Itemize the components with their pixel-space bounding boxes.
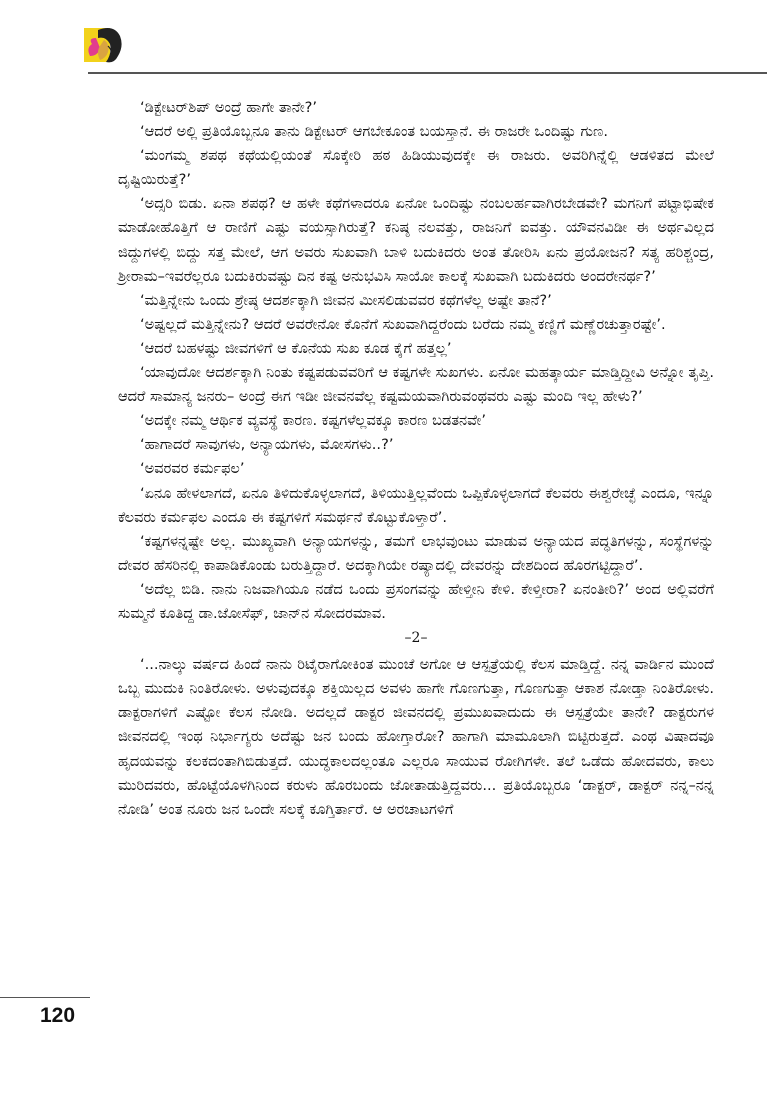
paragraph: ‘...ನಾಲ್ಕು ವರ್ಷದ ಹಿಂದೆ ನಾನು ರಿಟೈರಾಗೋಕಿಂತ ಮುಂಚೆ ಅಗೋ ಆ ಆಸ್ಪತ್ರೆಯಲ್ಲಿ ಕೆಲಸ ಮಾಡ್ತಿದ್ದೆ. ನನ್ನ ವಾರ್ಡಿನ ಮುಂದೆ ಒಬ್ಬ ಮುದುಕಿ ನಿಂತಿರೋಳು. ಅಳುವುದಕ್ಕೂ ಶಕ್ತಿಯಿಲ್ಲದ ಅವಳು ಹಾಗೇ ಗೊಣಗುತ್ತಾ, ಗೊಣಗುತ್ತಾ ಆಕಾಶ ನೋಡ್ತಾ ನಿಂತಿರೋಳು. ಡಾಕ್ಟರಾಗಳಿಗೆ ಎಷ್ಟೋ ಕೆಲಸ ನೋಡಿ. ಅದಲ್ಲದೆ ಡಾಕ್ಟರ ಜೀವನದಲ್ಲಿ ಪ್ರಮುಖವಾದುದು ಈ ಆಸ್ಪತ್ರೆಯೇ ತಾನೇ? ಡಾಕ್ಟರುಗಳ ಜೀವನದಲ್ಲಿ ಇಂಥ ನಿರ್ಭಾಗ್ಯರು ಅದೆಷ್ಟು ಜನ ಬಂದು ಹೋಗ್ತಾರೋ? ಹಾಗಾಗಿ ಮಾಮೂಲಾಗಿ ಬಿಟ್ಟಿರುತ್ತದೆ. ಎಂಥ ವಿಷಾದವೂ ಹೃದಯವನ್ನು ಕಲಕದಂತಾಗಿಬಿಡುತ್ತದೆ. ಯುದ್ಧಕಾಲದಲ್ಲಂತೂ ಎಲ್ಲರೂ ಸಾಯುವ ರೋಗಿಗಳೇ. ತಲೆ ಒಡೆದು ಹೋದವರು, ಕಾಲು ಮುರಿದವರು, ಹೊಟ್ಟೆಯೊಳಗಿನಿಂದ ಕರುಳು ಹೊರಬಂದು ಜೋತಾಡುತ್ತಿದ್ದವರು... ಪ್ರತಿಯೊಬ್ಬರೂ ‘ಡಾಕ್ಟರ್, ಡಾಕ್ಟರ್ ನನ್ನ–ನನ್ನ ನೋಡಿ’ ಅಂತ ನೂರು ಜನ ಒಂದೇ ಸಲಕ್ಕೆ ಕೂಗ್ತಿರ್ತಾರೆ. ಆ ಅರಚಾಟಗಳಿಗೆ xyxy=(118,656,714,818)
paragraph: ‘ಅದಕ್ಕೇ ನಮ್ಮ ಆರ್ಥಿಕ ವ್ಯವಸ್ಥೆ ಕಾರಣ. ಕಷ್ಟಗಳೆಲ್ಲವಕ್ಕೂ ಕಾರಣ ಬಡತನವೇ’ xyxy=(140,412,486,430)
paragraph: ‘ಅವರವರ ಕರ್ಮಫಲ’ xyxy=(140,460,245,478)
paragraph: ‘ಅದೆಲ್ಲ ಬಿಡಿ. ನಾನು ನಿಜವಾಗಿಯೂ ನಡೆದ ಒಂದು ಪ್ರಸಂಗವನ್ನು ಹೇಳ್ತೀನಿ ಕೇಳಿ. ಕೇಳ್ತೀರಾ? ಏನಂತೀರಿ?’ ಅಂದ ಅಲ್ಲಿವರೆಗೆ ಸುಮ್ಮನೆ ಕೂತಿದ್ದ ಡಾ.ಜೋಸೆಫ್, ಜಾನ್‌ನ ಸೋದರಮಾವ. xyxy=(118,580,714,622)
paragraph: ‘ಆದರೆ ಅಲ್ಲಿ ಪ್ರತಿಯೊಬ್ಬನೂ ತಾನು ಡಿಕ್ಟೇಟರ್ ಆಗಬೇಕೂಂತ ಬಯಸ್ತಾನೆ. ಈ ರಾಜರೇ ಒಂದಿಷ್ಟು ಗುಣ. xyxy=(140,123,609,141)
page-number: 120 xyxy=(40,1004,76,1027)
paragraph: ‘ಡಿಕ್ಟೇಟರ್‌ಶಿಪ್ ಅಂದ್ರೆ ಹಾಗೇ ತಾನೇ?’ xyxy=(140,99,318,116)
paragraph: ‘ಅದ್ಸರಿ ಬಿಡು. ಏನಾ ಶಪಥ? ಆ ಹಳೇ ಕಥೆಗಳಾದರೂ ಏನೋ ಒಂದಿಷ್ಟು ನಂಬಲರ್ಹವಾಗಿರಬೇಡವೇ? ಮಗನಿಗೆ ಪಟ್ಟಾಭಿಷೇಕ ಮಾಡೋಹೊತ್ತಿಗೆ ಆ ರಾಣಿಗೆ ಎಷ್ಟು ವಯಸ್ಸಾಗಿರುತ್ತೆ? ಕನಿಷ್ಠ ನಲವತ್ತು, ರಾಜನಿಗೆ ಐವತ್ತು. ಯೌವನವಿಡೀ ಈ ಅರ್ಥವಿಲ್ಲದ ಜಿದ್ದುಗಳಲ್ಲಿ ಬಿದ್ದು ಸತ್ತ ಮೇಲೆ, ಆಗ ಅವರು ಸುಖವಾಗಿ ಬಾಳಿ ಬದುಕಿದರು ಅಂತ ತೋರಿಸಿ ಏನು ಪ್ರಯೋಜನ? ಸತ್ಯ ಹರಿಶ್ಚಂದ್ರ, ಶ್ರೀರಾಮ–ಇವರೆಲ್ಲರೂ ಬದುಕಿರುವಷ್ಟು ದಿನ ಕಷ್ಟ ಅನುಭವಿಸಿ ಸಾಯೋ ಕಾಲಕ್ಕೆ ಸುಖವಾಗಿ ಬದುಕಿದರು ಅಂದರೇನರ್ಥ?’ xyxy=(118,195,714,285)
header-divider xyxy=(88,72,767,74)
page-body xyxy=(118,96,714,822)
footer-divider xyxy=(0,997,90,998)
paragraph: ‘ಹಾಗಾದರೆ ಸಾವುಗಳು, ಅನ್ಯಾಯಗಳು, ಮೋಸಗಳು..?’ xyxy=(140,436,394,454)
paragraph: ‘ಕಷ್ಟಗಳನ್ನಷ್ಟೇ ಅಲ್ಲ. ಮುಖ್ಯವಾಗಿ ಅನ್ಯಾಯಗಳನ್ನು, ತಮಗೆ ಲಾಭವುಂಟು ಮಾಡುವ ಅನ್ಯಾಯದ ಪದ್ಧತಿಗಳನ್ನು, ಸಂಸ್ಥೆಗಳನ್ನು ದೇವರ ಹೆಸರಿನಲ್ಲಿ ಕಾಪಾಡಿಕೊಂಡು ಬರುತ್ತಿದ್ದಾರೆ. ಅದಕ್ಕಾಗಿಯೇ ರಷ್ಯಾದಲ್ಲಿ ದೇವರನ್ನು ದೇಶದಿಂದ ಹೊರಗಟ್ಟಿದ್ದಾರೆ’. xyxy=(118,532,714,574)
paragraph: ‘ಅಷ್ಟಲ್ಲದೆ ಮತ್ತಿನ್ನೇನು? ಆದರೆ ಅವರೇನೋ ಕೊನೆಗೆ ಸುಖವಾಗಿದ್ದರೆಂದು ಬರೆದು ನಮ್ಮ ಕಣ್ಣಿಗೆ ಮಣ್ಣೆರಚುತ್ತಾರಷ್ಟೇ’. xyxy=(140,315,666,333)
section-number: –2– xyxy=(404,630,428,647)
paragraph: ‘ಮಂಗಮ್ಮ ಶಪಥ ಕಥೆಯಲ್ಲಿಯಂತೆ ಸೊಕ್ಕೇರಿ ಹಠ ಹಿಡಿಯುವುದಕ್ಕೇ ಈ ರಾಜರು. ಅವರಿಗಿನ್ನೆಲ್ಲಿ ಆಡಳಿತದ ಮೇಲೆ ದೃಷ್ಟಿಯಿರುತ್ತೆ?’ xyxy=(118,147,714,189)
paragraph: ‘ಏನೂ ಹೇಳಲಾಗದೆ, ಏನೂ ತಿಳಿದುಕೊಳ್ಳಲಾಗದೆ, ತಿಳಿಯುತ್ತಿಲ್ಲವೆಂದು ಒಪ್ಪಿಕೊಳ್ಳಲಾಗದೆ ಕೆಲವರು ಈಶ್ವರೇಚ್ಛೆ ಎಂದೂ, ಇನ್ನೂ ಕೆಲವರು ಕರ್ಮಫಲ ಎಂದೂ ಈ ಕಷ್ಟಗಳಿಗೆ ಸಮರ್ಥನೆ ಕೊಟ್ಟುಕೊಳ್ತಾರೆ’. xyxy=(118,484,714,526)
paragraph: ‘ಮತ್ತಿನ್ನೇನು ಒಂದು ಶ್ರೇಷ್ಠ ಆದರ್ಶಕ್ಕಾಗಿ ಜೀವನ ಮೀಸಲಿಡುವವರ ಕಥೆಗಳೆಲ್ಲ ಅಷ್ಟೇ ತಾನೆ?’ xyxy=(140,291,552,309)
face-portrait-logo-icon xyxy=(84,26,130,66)
paragraph: ‘ಯಾವುದೋ ಆದರ್ಶಕ್ಕಾಗಿ ನಿಂತು ಕಷ್ಟಪಡುವವರಿಗೆ ಆ ಕಷ್ಟಗಳೇ ಸುಖಗಳು. ಏನೋ ಮಹತ್ಕಾರ್ಯ ಮಾಡ್ತಿದ್ದೀವಿ ಅನ್ನೋ ತೃಪ್ತಿ. ಆದರೆ ಸಾಮಾನ್ಯ ಜನರು– ಅಂದ್ರೆ ಈಗ ಇಡೀ ಜೀವನವೆಲ್ಲ ಕಷ್ಟಮಯವಾಗಿರುವಂಥವರು ಎಷ್ಟು ಮಂದಿ ಇಲ್ಲ ಹೇಳು?’ xyxy=(118,364,714,406)
paragraph: ‘ಆದರೆ ಬಹಳಷ್ಟು ಜೀವಗಳಿಗೆ ಆ ಕೊನೆಯ ಸುಖ ಕೂಡ ಕೈಗೆ ಹತ್ತಲ್ಲ’ xyxy=(140,339,452,357)
